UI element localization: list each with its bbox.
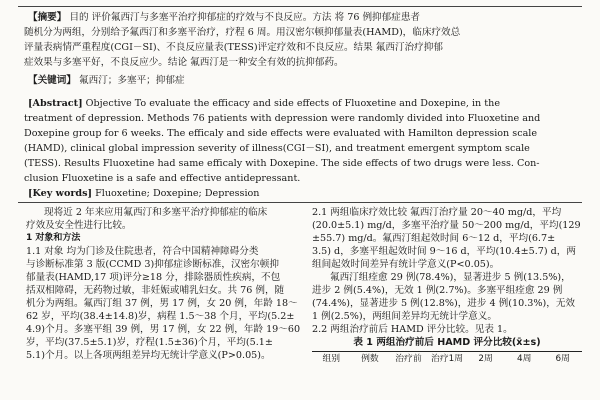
keywords-en-text: Fluoxetine; Doxepine; Depression [95,188,260,199]
abstract-cn-label: 【摘要】 [28,12,67,23]
body-line: ±55.7) mg/d。氟西汀组起效时间 6～12 d，平均(6.7± [312,233,556,244]
body-line: 岁，平均(37.5±5.1)岁，疗程(1.5±36)个月，平均(5.1± [26,337,273,348]
table-header-cell: 例数 [361,354,379,364]
table-header-cell: 4周 [516,354,532,364]
abstract-cn-line-2: 随机分为两组，分别给予氟西汀和多塞平治疗，疗程 6 周。用汉密尔顿抑郁量表(HAMD)，临床疗效总 [24,27,461,38]
body-line: 1.1 对象 均为门诊及住院患者，符合中国精神障碍分类 [26,246,259,257]
body-line: (74.4%)，显著进步 5 例(12.8%)，进步 4 例(10.3%)，无效 [312,298,576,309]
body-line: 4.9)个月。多塞平组 39 例，男 17 例，女 22 例，年龄 19～60 [26,324,301,335]
abstract-en-line-3: Doxepine group for 6 weeks. The efficaly and side effects were evaluated with Hamilton depression scale [24,128,538,139]
abstract-en-line-6: clusion Fluoxetine is a safe and effective antidepressant. [24,173,301,184]
abstract-en-line-2: treatment of depression. Methods 76 patients with depression were randomly divided into Fluoxetine and [24,113,541,124]
table-header-cell: 治疗前 [395,354,422,364]
right-column [312,206,582,366]
body-line: 进步 2 例(5.4%)，无效 1 例(2.7%)。多塞平组痊愈 29 例 [312,285,563,296]
body-line: 括双相障碍，无药物过敏，非妊娠或哺乳妇女。共 76 例，随 [26,285,285,296]
body-line: 氟西汀组痊愈 29 例(78.4%)，显著进步 5 例(13.5%)， [330,272,571,283]
body-line: 现将近 2 年来应用氟西汀和多塞平治疗抑郁症的临床 [44,207,268,218]
table-header-cell: 组别 [322,354,341,364]
left-column [26,206,301,362]
body-line: (20.0±5.1) mg/d，多塞平治疗量 50～200 mg/d，平均(129 [312,220,581,231]
body-line: 郁量表(HAMD,17 项)评分≥18 分，排除器质性疾病，不包 [26,272,281,283]
keywords-cn-line [28,74,185,87]
table-header [312,351,582,366]
abstract-cn-text-1: 目的 评价氟西汀与多塞平治疗抑郁症的疗效与不良反应。方法 将 76 例抑郁症患者 [69,12,421,23]
abstract-cn-line-3: 评量表病情严重程度(CGI－SI)、不良反应量表(TESS)评定疗效和不良反应。结果 氟西汀治疗抑郁 [24,42,443,53]
table-title: 表 1 两组治疗前后 HAMD 评分比较(x̄±s) [353,337,541,348]
body-line: 2.1 两组临床疗效比较 氟西汀治疗量 20～40 mg/d，平均 [312,207,562,218]
keywords-en-line [28,187,260,200]
keywords-cn-label: 【关键词】 [28,75,76,86]
abstract-cn-line-1 [28,11,420,24]
keywords-en-label: [Key words] [28,188,93,199]
table-header-cell: 2周 [478,354,493,364]
keywords-cn-text: 氟西汀；多塞平；抑郁症 [79,75,185,86]
body-line: 62 岁，平均(38.4±14.8)岁，病程 1.5～38 个月，平均(5.2± [26,311,295,322]
abstract-en-line-5: (TESS). Results Fluoxetine had same efficaly with Doxepine. The side effects of two drugs were less. Con- [24,158,540,169]
abstract-en-label: [Abstract] [28,98,83,109]
abstract-cn-line-4: 症效果与多塞平好，不良反应少。结论 氟西汀是一种安全有效的抗抑郁药。 [24,57,344,68]
body-line: 与诊断标准第 3 版(CCMD 3)抑郁症诊断标准，汉密尔顿抑 [26,259,279,270]
body-line: 3.5) d，多塞平组起效时间 9～16 d，平均(10.4±5.7) d，两 [312,246,576,257]
body-line: 机分为两组。氟西汀组 37 例，男 17 例，女 20 例，年龄 18～ [26,298,298,309]
body-line: 2.2 两组治疗前后 HAMD 评分比较。见表 1。 [312,324,513,335]
table-header-cell: 6周 [555,354,570,364]
abstract-en-text-1: Objective To evaluate the efficacy and side effects of Fluoxetine and Doxepine, in the [85,98,500,109]
table-header-cell: 治疗1周 [431,354,464,364]
abstract-en-line-4: (HAMD), clinical global impression severity of illness(CGI－SI), and treatment emergent symptom scale [24,143,530,154]
abstract-en-line-1 [28,97,500,110]
abstract-box [18,6,582,203]
body-line: 组间起效时间差异有统计学意义(P<0.05)。 [312,259,500,270]
body-line: 5.1)个月。以上各项两组差异均无统计学意义(P>0.05)。 [26,350,271,361]
body-line: 1 例(2.5%)，两组间差异均无统计学意义。 [312,311,497,322]
section-heading: 1 对象和方法 [26,233,81,243]
body-line: 疗效及安全性进行比较。 [26,220,132,231]
